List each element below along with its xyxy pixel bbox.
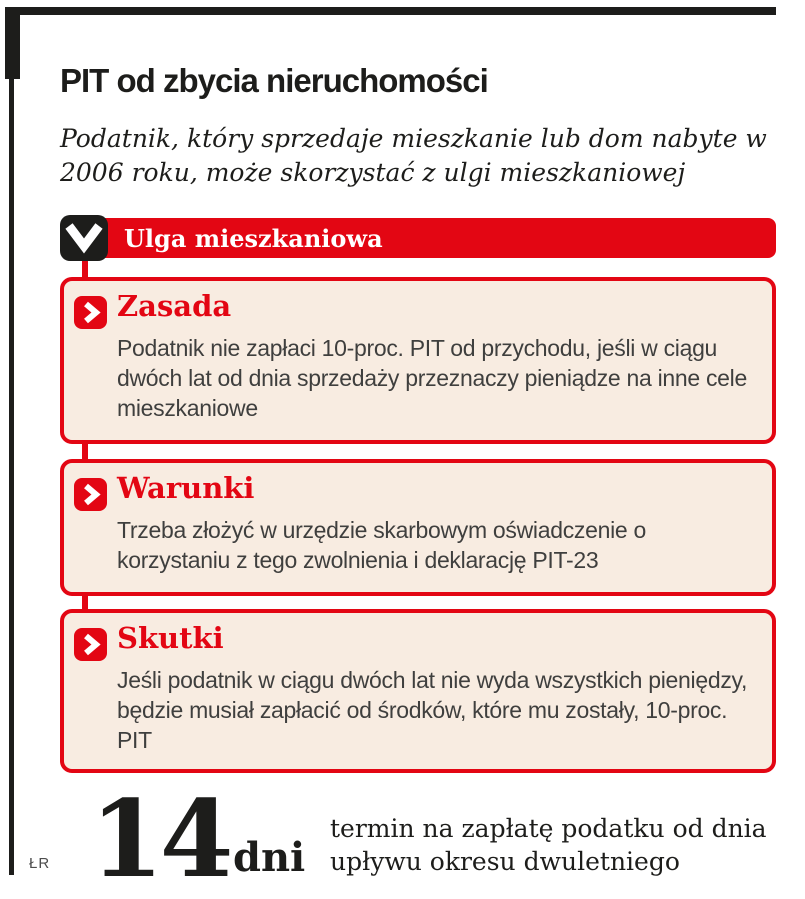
section-header-label: Ulga mieszkaniowa [124,223,383,253]
chevron-right-icon [74,478,107,511]
page-subtitle: Podatnik, który sprzedaje mieszkanie lub dom nabyte w 2006 roku, może skorzystać z ulgi mieszkaniowej [60,124,767,187]
card-body: Trzeba złożyć w urzędzie skarbowym oświadczenie o korzystaniu z tego zwolnienia i deklarację PIT-23 [117,517,646,573]
chevron-right-icon [74,296,107,329]
author-credit: ŁR [29,855,51,872]
info-card-skutki [60,609,776,773]
chevron-down-icon [60,215,108,261]
card-heading: Zasada [117,289,232,323]
card-body: Podatnik nie zapłaci 10-proc. PIT od przychodu, jeśli w ciągu dwóch lat od dnia sprzedaży przeznaczy pieniądze na inne cele mieszkaniowe [117,335,747,421]
stat-description: termin na zapłatę podatku od dnia upływu okresu dwuletniego [330,814,767,876]
info-card-warunki [60,459,776,596]
page-title: PIT od zbycia nieruchomości [60,62,488,99]
section-header [62,218,776,258]
stat-value: 14 [90,776,230,899]
chevron-right-icon [74,628,107,661]
card-body: Jeśli podatnik w ciągu dwóch lat nie wyda wszystkich pieniędzy, będzie musiał zapłacić od środków, które mu zostały, 10-proc. PIT [117,667,748,753]
corner-mark [5,7,20,79]
info-card-zasada [60,277,776,444]
stat-unit: dni [233,834,306,881]
top-rule [5,7,776,15]
card-heading: Warunki [117,471,255,505]
card-heading: Skutki [117,621,224,655]
left-rule [9,79,14,875]
